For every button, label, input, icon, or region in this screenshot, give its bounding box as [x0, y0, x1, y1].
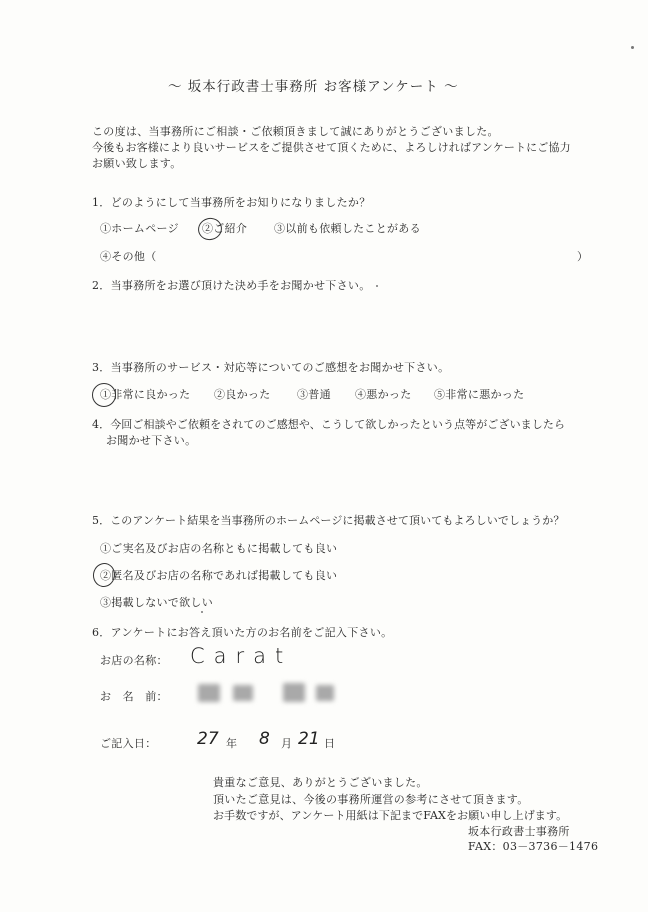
q3-option-normal: ③普通 — [297, 388, 331, 401]
entry-date-month-unit: 月 — [281, 737, 293, 750]
q5-selected-circle — [91, 561, 117, 588]
page-title: ～ 坂本行政書士事務所 お客様アンケート ～ — [168, 79, 459, 95]
intro-line-3: お願い致します。 — [92, 157, 182, 170]
q4-question-line-1: 4．今回ご相談やご依頼をされてのご感想や、こうして欲しかったという点等がございましたら — [92, 418, 566, 431]
q1-option-repeat: ③以前も依頼したことがある — [274, 222, 421, 235]
entry-date-day-unit: 日 — [324, 737, 336, 750]
q3-option-good: ②良かった — [214, 388, 271, 401]
office-fax: FAX：03－3736－1476 — [468, 840, 599, 853]
intro-line-1: この度は、当事務所にご相談・ご依頼頂きまして誠にありがとうございました。 — [92, 125, 499, 138]
q1-question: 1．どのようにして当事務所をお知りになりましたか？ — [92, 196, 371, 209]
closing-line-2: 頂いたご意見は、今後の事務所運営の参考にさせて頂きます。 — [213, 793, 529, 806]
q5-option-real-name: ①ご実名及びお店の名称ともに掲載しても良い — [100, 542, 338, 555]
closing-line-1: 貴重なご意見、ありがとうございました。 — [213, 776, 428, 789]
office-name: 坂本行政書士事務所 — [468, 825, 570, 838]
shop-name-value: Carat — [190, 644, 293, 668]
entry-date-day: 21 — [298, 729, 320, 749]
scan-speck — [376, 285, 378, 287]
entry-date-year-unit: 年 — [226, 737, 238, 750]
q1-option-other: ④その他（ — [100, 250, 157, 263]
entry-date-label: ご記入日： — [100, 737, 157, 750]
q1-option-referral: ②ご紹介 — [202, 222, 248, 235]
q3-selected-circle — [92, 383, 116, 407]
shop-name-label: お店の名称： — [100, 654, 168, 667]
q3-question: 3．当事務所のサービス・対応等についてのご感想をお聞かせ下さい。 — [92, 361, 450, 374]
q5-option-anonymous: ②匿名及びお店の名称であれば掲載しても良い — [100, 569, 338, 582]
q3-option-bad: ④悪かった — [355, 388, 412, 401]
q3-option-very-good: ①非常に良かった — [100, 388, 191, 401]
entry-date-month: 8 — [259, 729, 270, 749]
q6-question: 6．アンケートにお答え頂いた方のお名前をご記入下さい。 — [92, 626, 393, 639]
scan-speck — [201, 611, 203, 613]
intro-line-2: 今後もお客様により良いサービスをご提供させて頂くために、よろしければアンケートにご協力 — [92, 141, 571, 154]
q5-question: 5．このアンケート結果を当事務所のホームページに掲載させて頂いてもよろしいでしょうか？ — [92, 514, 565, 527]
q5-option-no-publish: ③掲載しないで欲しい — [100, 596, 213, 609]
q1-other-close: ） — [577, 250, 589, 263]
closing-line-3: お手数ですが、アンケート用紙は下記までFAXをお願い申し上げます。 — [213, 809, 568, 822]
q4-question-line-2: お聞かせ下さい。 — [106, 434, 197, 447]
q2-question: 2．当事務所をお選び頂けた決め手をお聞かせ下さい。 — [92, 279, 371, 292]
customer-name-label: お 名 前： — [100, 690, 168, 703]
scan-speck — [631, 46, 634, 49]
entry-date-year: 27 — [197, 729, 219, 749]
q1-selected-circle — [196, 215, 225, 242]
q3-option-very-bad: ⑤非常に悪かった — [434, 388, 525, 401]
q1-option-homepage: ①ホームページ — [100, 222, 179, 235]
